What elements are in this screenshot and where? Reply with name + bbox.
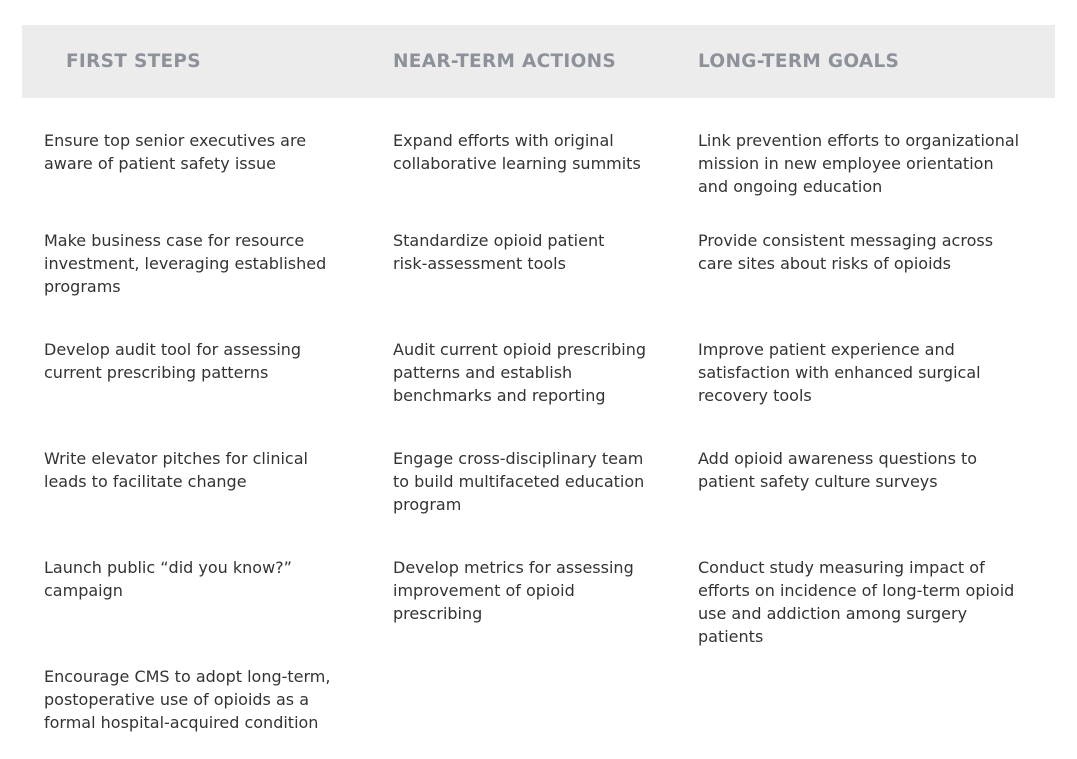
item-line: investment, leveraging established <box>44 254 327 273</box>
item-line: satisfaction with enhanced surgical <box>698 363 981 382</box>
long-term-goals-item <box>698 229 993 275</box>
near-term-actions-item <box>393 338 646 407</box>
item-line: collaborative learning summits <box>393 154 641 173</box>
item-line: to build multifaceted education <box>393 472 645 491</box>
item-line: Engage cross-disciplinary team <box>393 449 644 468</box>
item-line: Standardize opioid patient <box>393 231 605 250</box>
item-line: and ongoing education <box>698 177 883 196</box>
item-line: recovery tools <box>698 386 812 405</box>
item-line: Launch public “did you know?” <box>44 558 292 577</box>
item-line: formal hospital-acquired condition <box>44 713 319 732</box>
item-line: program <box>393 495 462 514</box>
item-line: Audit current opioid prescribing <box>393 340 646 359</box>
near-term-actions-item <box>393 229 604 275</box>
item-line: prescribing <box>393 604 483 623</box>
item-line: improvement of opioid <box>393 581 575 600</box>
long-term-goals-item <box>698 129 1019 198</box>
item-line: Conduct study measuring impact of <box>698 558 985 577</box>
first-steps-item <box>44 338 301 384</box>
item-line: use and addiction among surgery <box>698 604 968 623</box>
item-line: mission in new employee orientation <box>698 154 994 173</box>
first-steps-item <box>44 447 308 493</box>
item-line: current prescribing patterns <box>44 363 269 382</box>
item-line: programs <box>44 277 121 296</box>
item-line: Make business case for resource <box>44 231 305 250</box>
header-first-steps: FIRST STEPS <box>66 51 201 72</box>
header-long-term-goals: LONG-TERM GOALS <box>698 51 900 72</box>
item-line: Provide consistent messaging across <box>698 231 994 250</box>
item-line: Write elevator pitches for clinical <box>44 449 308 468</box>
first-steps-item <box>44 556 292 602</box>
near-term-actions-item <box>393 556 634 625</box>
first-steps-item <box>44 129 306 175</box>
long-term-goals-item <box>698 556 1014 648</box>
long-term-goals-item <box>698 338 981 407</box>
item-line: Ensure top senior executives are <box>44 131 307 150</box>
item-line: Link prevention efforts to organizational <box>698 131 1020 150</box>
item-line: patient safety culture surveys <box>698 472 938 491</box>
near-term-actions-item <box>393 129 641 175</box>
item-line: Expand efforts with original <box>393 131 614 150</box>
first-steps-item <box>44 229 326 298</box>
item-line: postoperative use of opioids as a <box>44 690 309 709</box>
item-line: Add opioid awareness questions to <box>698 449 978 468</box>
item-line: Encourage CMS to adopt long-term, <box>44 667 331 686</box>
item-line: patients <box>698 627 764 646</box>
item-line: campaign <box>44 581 123 600</box>
item-line: Improve patient experience and <box>698 340 955 359</box>
item-line: care sites about risks of opioids <box>698 254 951 273</box>
item-line: patterns and establish <box>393 363 573 382</box>
header-near-term-actions: NEAR-TERM ACTIONS <box>393 51 617 72</box>
first-steps-item <box>44 665 330 734</box>
item-line: benchmarks and reporting <box>393 386 606 405</box>
item-line: leads to facilitate change <box>44 472 247 491</box>
item-line: efforts on incidence of long-term opioid <box>698 581 1015 600</box>
item-line: risk-assessment tools <box>393 254 566 273</box>
item-line: Develop audit tool for assessing <box>44 340 302 359</box>
long-term-goals-item <box>698 447 977 493</box>
item-line: Develop metrics for assessing <box>393 558 634 577</box>
near-term-actions-item <box>393 447 644 516</box>
item-line: aware of patient safety issue <box>44 154 276 173</box>
